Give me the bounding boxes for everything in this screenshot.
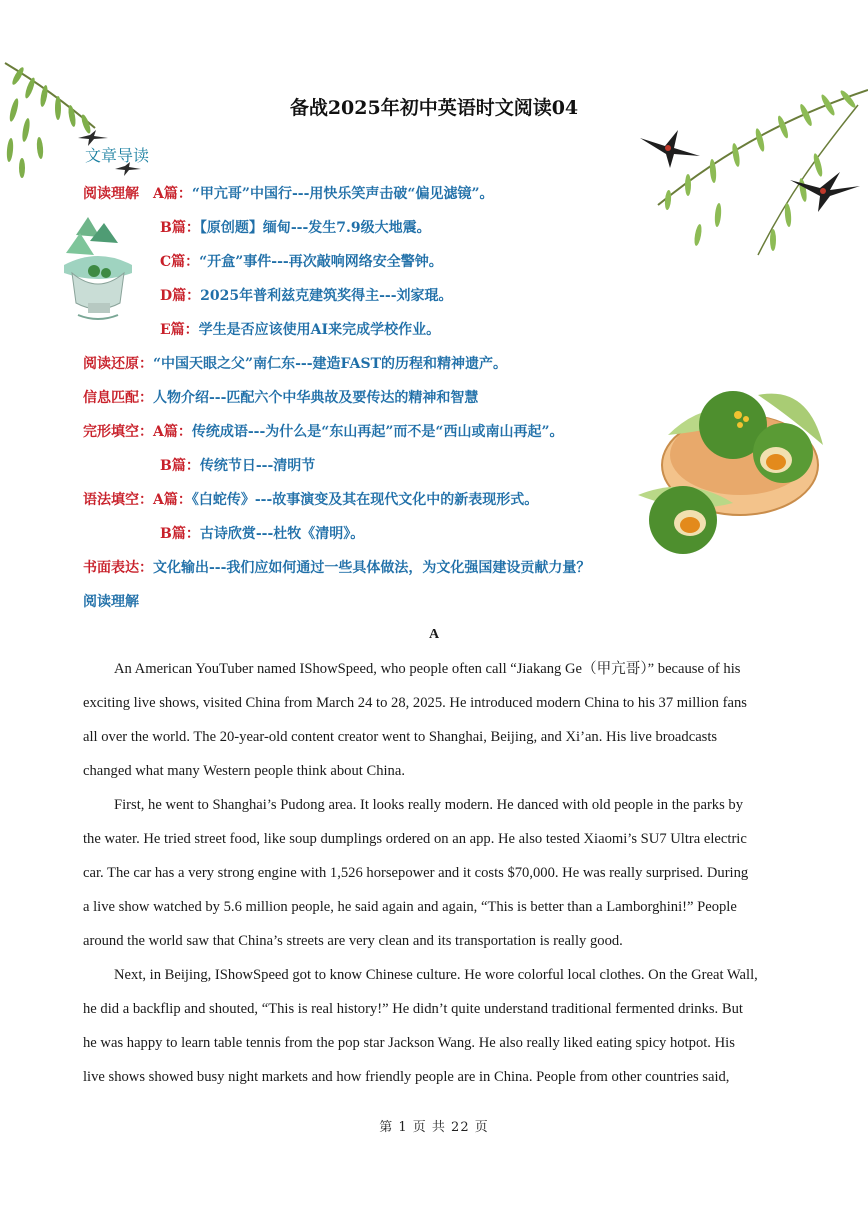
guide-text: 【原创题】缅甸---发生7.9级大地震。	[199, 220, 431, 236]
guide-part: B篇：	[160, 526, 200, 542]
guide-part: B篇：	[160, 220, 200, 236]
guide-label: 信息匹配：	[83, 390, 153, 406]
guide-label: 书面表达：	[83, 560, 153, 576]
guide-text: 传统成语---为什么是“东山再起”而不是“西山或南山再起”。	[191, 424, 564, 440]
text-line: around the world saw that China’s streets are very clean and its transportation is really good.	[83, 933, 623, 949]
guide-text: 传统节日---清明节	[199, 458, 316, 474]
guide-label: 完形填空：	[83, 424, 153, 440]
guide-part: C篇：	[160, 254, 200, 270]
guide-text: 文化输出---我们应如何通过一些具体做法，为文化强国建设贡献力量？	[153, 560, 591, 576]
text-line: An American YouTuber named IShowSpeed, who people often call “Jiakang Ge（甲亢哥）” because of his	[114, 661, 741, 677]
guide-item-11	[83, 557, 590, 577]
text-line: the water. He tried street food, like soup dumplings ordered on an app. He also tested Xiaomi’s SU7 Ultra electric	[83, 831, 747, 847]
guide-item-0	[83, 183, 494, 203]
guide-item-5	[83, 353, 507, 373]
guide-part: D篇：	[160, 288, 201, 304]
guide-item-8	[160, 455, 315, 475]
text-line: he was happy to learn table tennis from the pop star Jackson Wang. He also really liked eating spicy hotpot. His	[83, 1035, 735, 1051]
guide-heading: 文章导读	[85, 146, 150, 165]
guide-text: “中国天眼之父”南仁东---建造FAST的历程和精神遗产。	[153, 356, 508, 372]
landscape-bowl-illustration	[58, 215, 138, 325]
guide-item-10	[160, 523, 364, 543]
guide-item-7	[83, 421, 564, 441]
guide-item-1	[160, 217, 431, 237]
guide-part: B篇：	[160, 458, 200, 474]
page-number: 第 1 页 共 22 页	[379, 1120, 489, 1135]
text-line: car. The car has a very strong engine with 1,526 horsepower and it costs $70,000. He was really surprised. During	[83, 865, 749, 881]
swallow-large-icon	[640, 128, 700, 168]
text-line: live shows showed busy night markets and how friendly people are in China. People from other countries said,	[83, 1069, 730, 1085]
guide-item-2	[160, 251, 443, 271]
guide-part: A篇：	[153, 492, 192, 508]
text-line: all over the world. The 20-year-old content creator went to Shanghai, Beijing, and Xi’an. His live broadcasts	[83, 729, 718, 745]
guide-part: A篇：	[153, 424, 192, 440]
guide-text: 人物介绍---匹配六个中华典故及要传达的精神和智慧	[153, 390, 479, 406]
section-letter: A	[428, 627, 440, 642]
guide-text: 学生是否应该使用AI来完成学校作业。	[198, 322, 441, 338]
guide-part: A篇：	[153, 186, 192, 202]
article-paragraph-3	[83, 958, 785, 1094]
guide-item-3	[160, 285, 453, 305]
text-line: Next, in Beijing, IShowSpeed got to know Chinese culture. He wore colorful local clothes. On the Great Wall,	[114, 967, 758, 983]
guide-label: 阅读还原：	[83, 356, 153, 372]
guide-text: “开盒”事件---再次敲响网络安全警钟。	[199, 254, 443, 270]
guide-item-6	[83, 387, 478, 407]
guide-label: 语法填空：	[83, 492, 153, 508]
guide-text: 2025年普利兹克建筑奖得主---刘家琨。	[200, 288, 453, 304]
swallow-medium-icon	[790, 172, 860, 212]
qingtuan-dumplings-illustration	[628, 375, 828, 560]
guide-text: 古诗欣赏---杜牧《清明》。	[199, 526, 365, 542]
guide-text: “甲亢哥”中国行---用快乐笑声击破“偏见滤镜”。	[191, 186, 494, 202]
guide-part: E篇：	[160, 322, 199, 338]
reading-heading: 阅读理解	[83, 594, 139, 610]
text-line: he did a backflip and shouted, “This is real history!” He didn’t quite understand traditional fermented drinks. But	[83, 1001, 743, 1017]
guide-text: 《白蛇传》---故事演变及其在现代文化中的新表现形式。	[191, 492, 539, 508]
guide-label: 阅读理解	[83, 186, 139, 202]
text-line: changed what many Western people think about China.	[83, 763, 405, 779]
text-line: a live show watched by 5.6 million people, he said again and again, “This is better than a Lamborghini!” People	[83, 899, 737, 915]
willow-branch-top-left-icon	[0, 58, 110, 188]
page-title: 备战2025年初中英语时文阅读04	[289, 97, 579, 119]
article-paragraph-1	[83, 652, 785, 788]
text-line: First, he went to Shanghai’s Pudong area. It looks really modern. He danced with old people in the parks by	[114, 797, 744, 813]
guide-item-4	[160, 319, 440, 339]
article-paragraph-2	[83, 788, 785, 958]
guide-item-9	[83, 489, 538, 509]
text-line: exciting live shows, visited China from March 24 to 28, 2025. He introduced modern China to his 37 million fans	[83, 695, 747, 711]
